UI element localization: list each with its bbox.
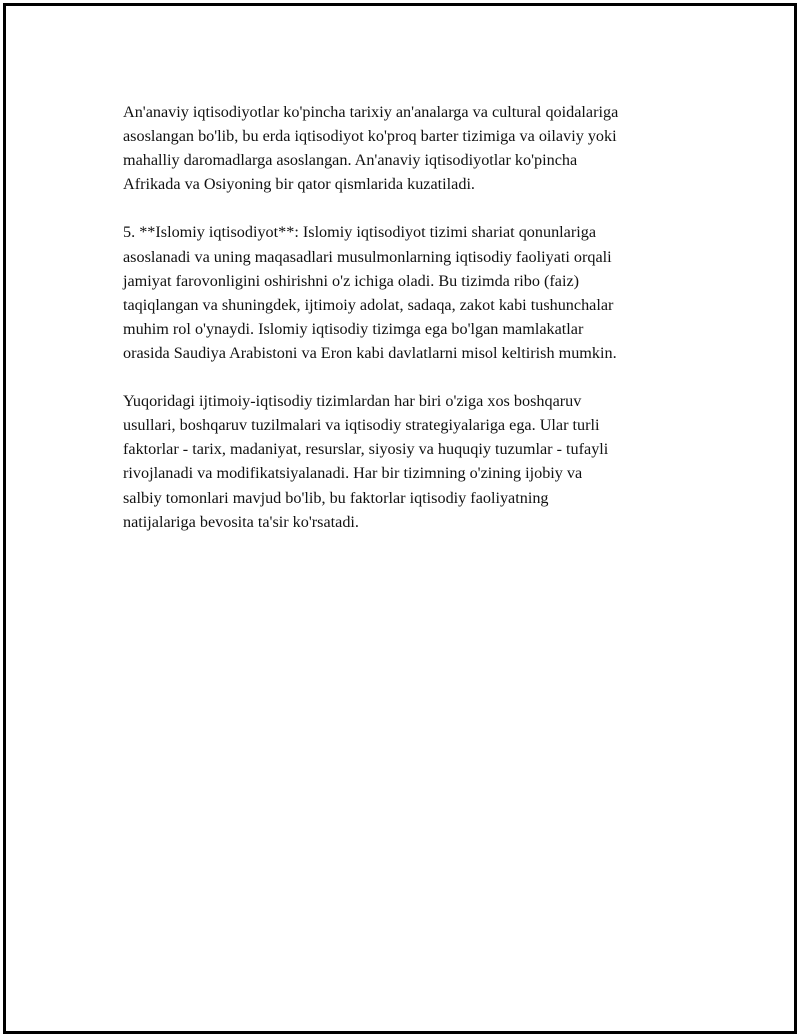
paragraph-traditional-economies bbox=[123, 100, 723, 196]
text-line: faktorlar - tarix, madaniyat, resurslar, siyosiy va huquqiy tuzumlar - tufayli bbox=[123, 440, 609, 459]
text-line: Yuqoridagi ijtimoiy-iqtisodiy tizimlardan har biri o'ziga xos boshqaruv bbox=[123, 392, 582, 411]
text-line: muhim rol o'ynaydi. Islomiy iqtisodiy tizimga ega bo'lgan mamlakatlar bbox=[123, 319, 584, 338]
document-body bbox=[123, 100, 723, 558]
text-line: orasida Saudiya Arabistoni va Eron kabi davlatlarni misol keltirish mumkin. bbox=[123, 343, 617, 362]
text-line: 5. **Islomiy iqtisodiyot**: Islomiy iqtisodiyot tizimi shariat qonunlariga bbox=[123, 223, 597, 242]
text-line: mahalliy daromadlarga asoslangan. An'anaviy iqtisodiyotlar ko'pincha bbox=[123, 151, 578, 170]
text-line: rivojlanadi va modifikatsiyalanadi. Har bir tizimning o'zining ijobiy va bbox=[123, 464, 583, 483]
text-line: natijalariga bevosita ta'sir ko'rsatadi. bbox=[123, 512, 359, 531]
page-frame bbox=[3, 3, 797, 1034]
paragraph-conclusion bbox=[123, 389, 723, 534]
text-line: An'anaviy iqtisodiyotlar ko'pincha tarixiy an'analarga va cultural qoidalariga bbox=[123, 103, 619, 121]
text-line: Afrikada va Osiyoning bir qator qismlarida kuzatiladi. bbox=[123, 175, 475, 194]
text-line: salbiy tomonlari mavjud bo'lib, bu faktorlar iqtisodiy faoliyatning bbox=[123, 488, 549, 507]
text-line: asoslanadi va uning maqasadlari musulmonlarning iqtisodiy faoliyati orqali bbox=[123, 247, 612, 266]
text-line: usullari, boshqaruv tuzilmalari va iqtisodiy strategiyalariga ega. Ular turli bbox=[123, 416, 600, 435]
text-line: taqiqlangan va shuningdek, ijtimoiy adolat, sadaqa, zakot kabi tushunchalar bbox=[123, 295, 614, 314]
text-line: jamiyat farovonligini oshirishni o'z ichiga oladi. Bu tizimda ribo (faiz) bbox=[123, 271, 580, 290]
paragraph-islamic-economy bbox=[123, 220, 723, 365]
text-line: asoslangan bo'lib, bu erda iqtisodiyot ko'proq barter tizimiga va oilaviy yoki bbox=[123, 127, 617, 146]
